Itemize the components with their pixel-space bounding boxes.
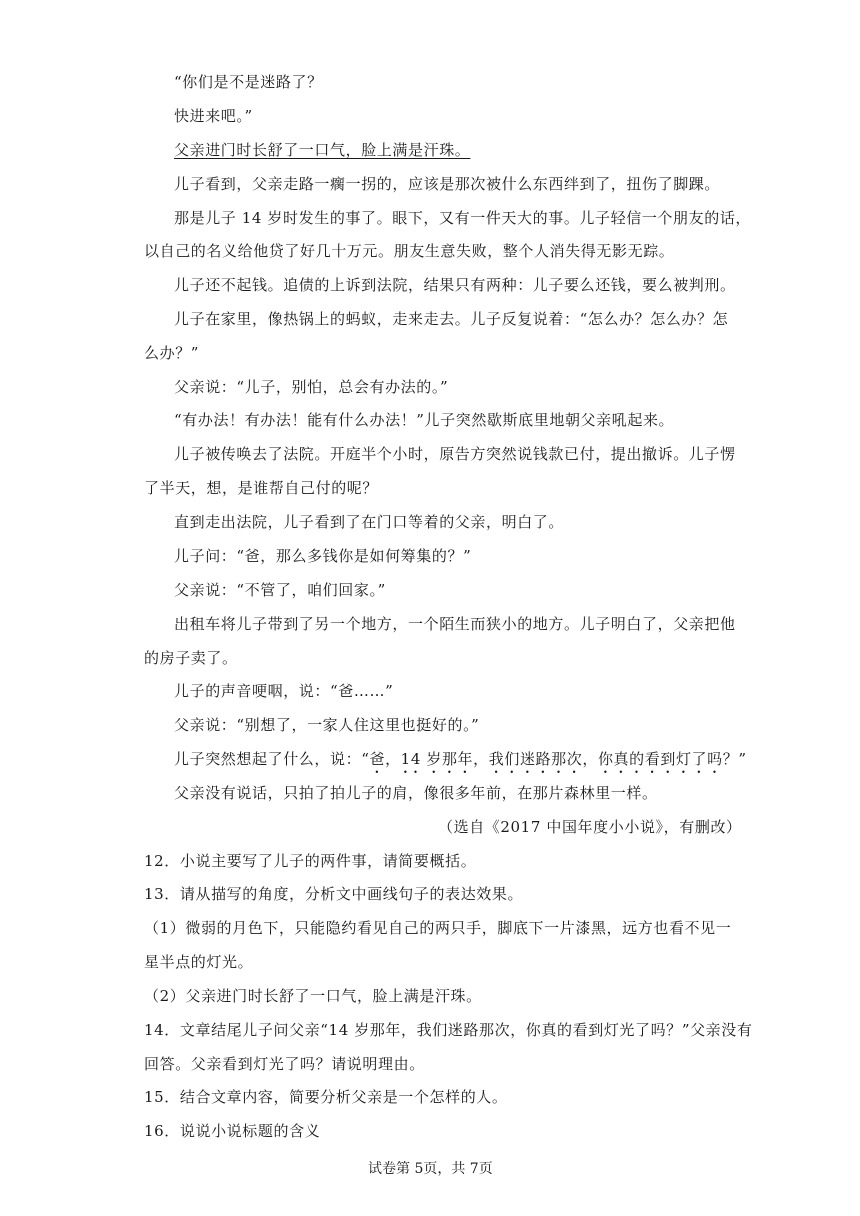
- passage-line: 了半天，想，是谁帮自己付的呢？: [144, 479, 379, 497]
- source-citation: （选自《2017 中国年度小小说》，有删改）: [438, 818, 742, 836]
- passage-line: 儿子还不起钱。追债的上诉到法院，结果只有两种：儿子要么还钱，要么被判刑。: [174, 276, 736, 294]
- passage-line: “有办法！有办法！能有什么办法！”儿子突然歇斯底里地朝父亲吼起来。: [174, 411, 675, 429]
- passage-text: ”: [738, 750, 747, 768]
- passage-text: 儿子突然想起了什么，说：“: [174, 750, 370, 768]
- question-13-2: （2）父亲进门时长舒了一口气，脸上满是汗珠。: [144, 987, 482, 1005]
- question-13-1-cont: 星半点的灯光。: [144, 953, 254, 971]
- passage-line: 直到走出法院，儿子看到了在门口等着的父亲，明白了。: [174, 513, 565, 531]
- passage-line: 父亲说：“不管了，咱们回家。”: [174, 581, 386, 599]
- passage-line: 以自己的名义给他贷了好几十万元。朋友生意失败，整个人消失得无影无踪。: [144, 242, 675, 260]
- question-13: 13．请从描写的角度，分析文中画线句子的表达效果。: [144, 885, 524, 903]
- passage-line: 儿子问：“爸，那么多钱你是如何筹集的？”: [174, 547, 472, 565]
- passage-line: 那是儿子 14 岁时发生的事了。眼下，又有一件天大的事。儿子轻信一个朋友的话，: [174, 209, 752, 227]
- passage-line: 父亲说：“别想了，一家人住这里也挺好的。”: [174, 716, 480, 734]
- question-14-cont: 回答。父亲看到灯光了吗？请说明理由。: [144, 1055, 425, 1073]
- passage-line: 父亲说：“儿子，别怕，总会有办法的。”: [174, 378, 449, 396]
- passage-line: 的房子卖了。: [144, 649, 238, 667]
- question-16: 16．说说小说标题的含义: [144, 1122, 321, 1140]
- dotted-sentence: 爸，14 岁那年，我们迷路那次，你真的看到灯了吗？: [369, 750, 739, 768]
- page-footer: 试卷第 5页，共 7页: [368, 1161, 493, 1177]
- passage-line: “你们是不是迷路了？: [174, 73, 323, 91]
- question-13-1: （1）微弱的月色下，只能隐约看见自己的两只手，脚底下一片漆黑，远方也看不见一: [144, 919, 732, 937]
- passage-line: 出租车将儿子带到了另一个地方，一个陌生而狭小的地方。儿子明白了，父亲把他: [174, 615, 736, 633]
- passage-line: 儿子在家里，像热锅上的蚂蚁，走来走去。儿子反复说着：“怎么办？怎么办？怎: [174, 310, 729, 328]
- underlined-sentence: 父亲进门时长舒了一口气，脸上满是汗珠。: [174, 141, 471, 159]
- question-14: 14．文章结尾儿子问父亲“14 岁那年，我们迷路那次，你真的看到灯光了吗？”父亲没有: [144, 1021, 753, 1039]
- passage-line: 儿子的声音哽咽，说：“爸……”: [174, 682, 394, 700]
- passage-line-with-emphasis: [174, 749, 747, 777]
- passage-line: 父亲没有说话，只拍了拍儿子的肩，像很多年前，在那片森林里一样。: [174, 784, 658, 802]
- passage-line: 儿子被传唤去了法院。开庭半个小时，原告方突然说钱款已付，提出撤诉。儿子愣: [174, 445, 736, 463]
- question-15: 15．结合文章内容，简要分析父亲是一个怎样的人。: [144, 1088, 508, 1106]
- passage-line: 快进来吧。”: [174, 107, 253, 125]
- passage-line: 儿子看到，父亲走路一瘸一拐的，应该是那次被什么东西绊到了，扭伤了脚踝。: [174, 175, 721, 193]
- passage-line: 么办？”: [144, 344, 200, 362]
- question-12: 12．小说主要写了儿子的两件事，请简要概括。: [144, 852, 477, 870]
